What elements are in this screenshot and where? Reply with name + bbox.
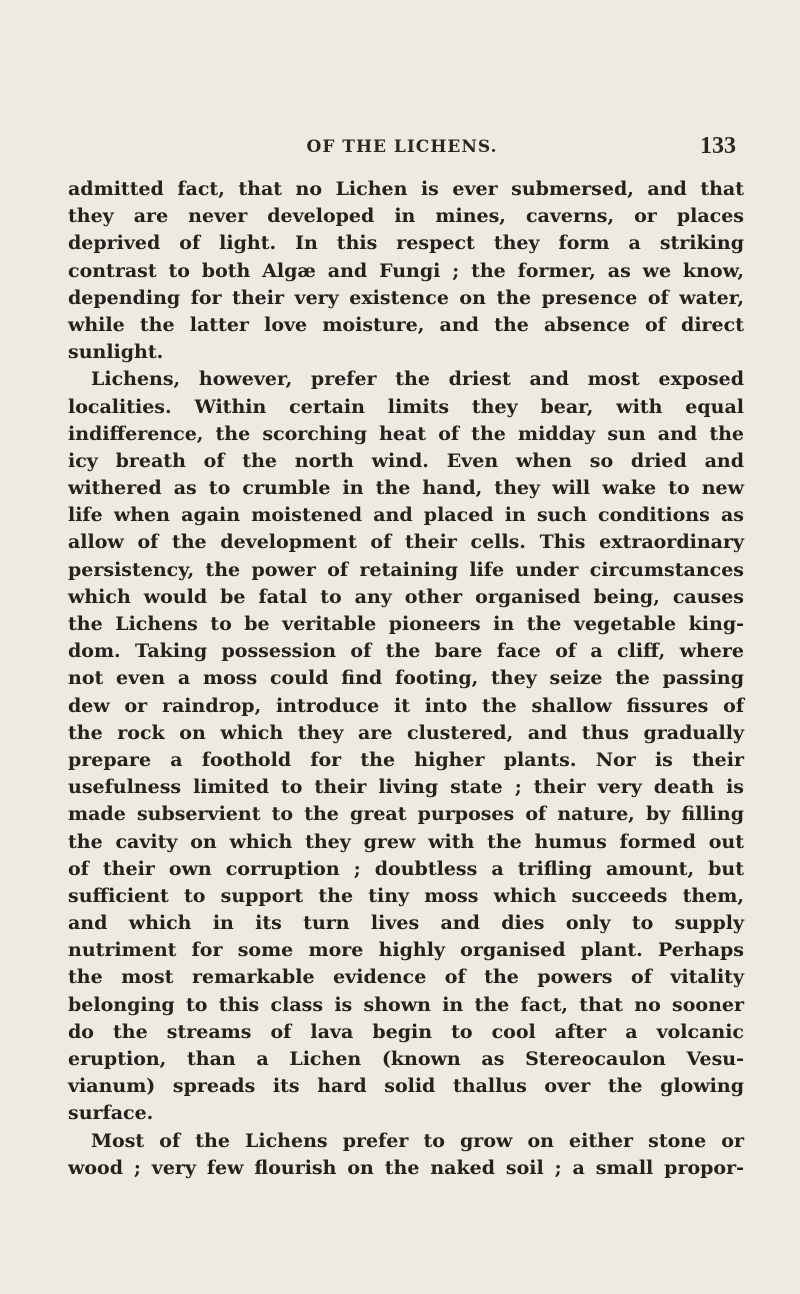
text-line: Lichens, however, prefer the driest and most exposed xyxy=(91,368,744,391)
text-line: life when again moistened and placed in such conditions as xyxy=(68,504,744,527)
text-line: the Lichens to be veritable pioneers in the vegetable king- xyxy=(68,613,744,635)
text-line: surface. xyxy=(68,1102,154,1125)
running-title: OF THE LICHENS. xyxy=(306,137,498,157)
text-line: of their own corruption ; doubtless a trifling amount, but xyxy=(68,857,744,880)
text-line: withered as to crumble in the hand, they will wake to new xyxy=(68,477,744,500)
text-line: sufficient to support the tiny moss which succeeds them, xyxy=(68,884,744,907)
text-line: which would be fatal to any other organised being, causes xyxy=(68,585,744,608)
text-line: while the latter love moisture, and the absence of direct xyxy=(68,313,744,336)
text-line: usefulness limited to their living state ; their very death is xyxy=(68,776,744,799)
text-line: eruption, than a Lichen (known as Stereocaulon Vesu- xyxy=(68,1048,744,1070)
text-line: localities. Within certain limits they bear, with equal xyxy=(68,395,744,418)
text-line: not even a moss could find footing, they seize the passing xyxy=(68,667,744,690)
text-line: the cavity on which they grew with the humus formed out xyxy=(68,830,744,853)
text-line: wood ; very few flourish on the naked soil ; a small propor- xyxy=(68,1156,744,1179)
text-line: made subservient to the great purposes of nature, by filling xyxy=(68,803,744,826)
text-line: do the streams of lava begin to cool after a volcanic xyxy=(68,1020,744,1043)
text-line: icy breath of the north wind. Even when so dried and xyxy=(68,449,744,472)
text-line: the rock on which they are clustered, and thus gradually xyxy=(68,721,744,744)
text-line: persistency, the power of retaining life under circumstances xyxy=(68,558,744,581)
text-line: prepare a foothold for the higher plants. Nor is their xyxy=(68,748,744,771)
text-line: allow of the development of their cells. This extraordinary xyxy=(68,531,744,554)
text-line: belonging to this class is shown in the fact, that no sooner xyxy=(68,993,744,1016)
text-line: Most of the Lichens prefer to grow on either stone or xyxy=(91,1129,744,1152)
body-text xyxy=(68,176,744,1182)
text-line: contrast to both Algæ and Fungi ; the former, as we know, xyxy=(68,259,744,282)
running-head xyxy=(68,133,736,163)
text-line: sunlight. xyxy=(68,341,164,364)
text-line: deprived of light. In this respect they form a striking xyxy=(68,232,744,255)
text-line: they are never developed in mines, caverns, or places xyxy=(68,205,744,228)
text-line: and which in its turn lives and dies only to supply xyxy=(68,912,744,935)
text-line: the most remarkable evidence of the powers of vitality xyxy=(68,966,744,989)
page-number: 133 xyxy=(700,133,736,159)
text-line: dom. Taking possession of the bare face of a cliff, where xyxy=(68,640,744,663)
text-line: vianum) spreads its hard solid thallus over the glowing xyxy=(68,1075,744,1098)
text-line: dew or raindrop, introduce it into the shallow fissures of xyxy=(68,694,744,717)
text-line: indifference, the scorching heat of the midday sun and the xyxy=(68,422,744,445)
text-line: depending for their very existence on the presence of water, xyxy=(68,286,744,309)
text-line: nutriment for some more highly organised plant. Perhaps xyxy=(68,939,744,962)
text-line: admitted fact, that no Lichen is ever submersed, and that xyxy=(68,178,744,200)
